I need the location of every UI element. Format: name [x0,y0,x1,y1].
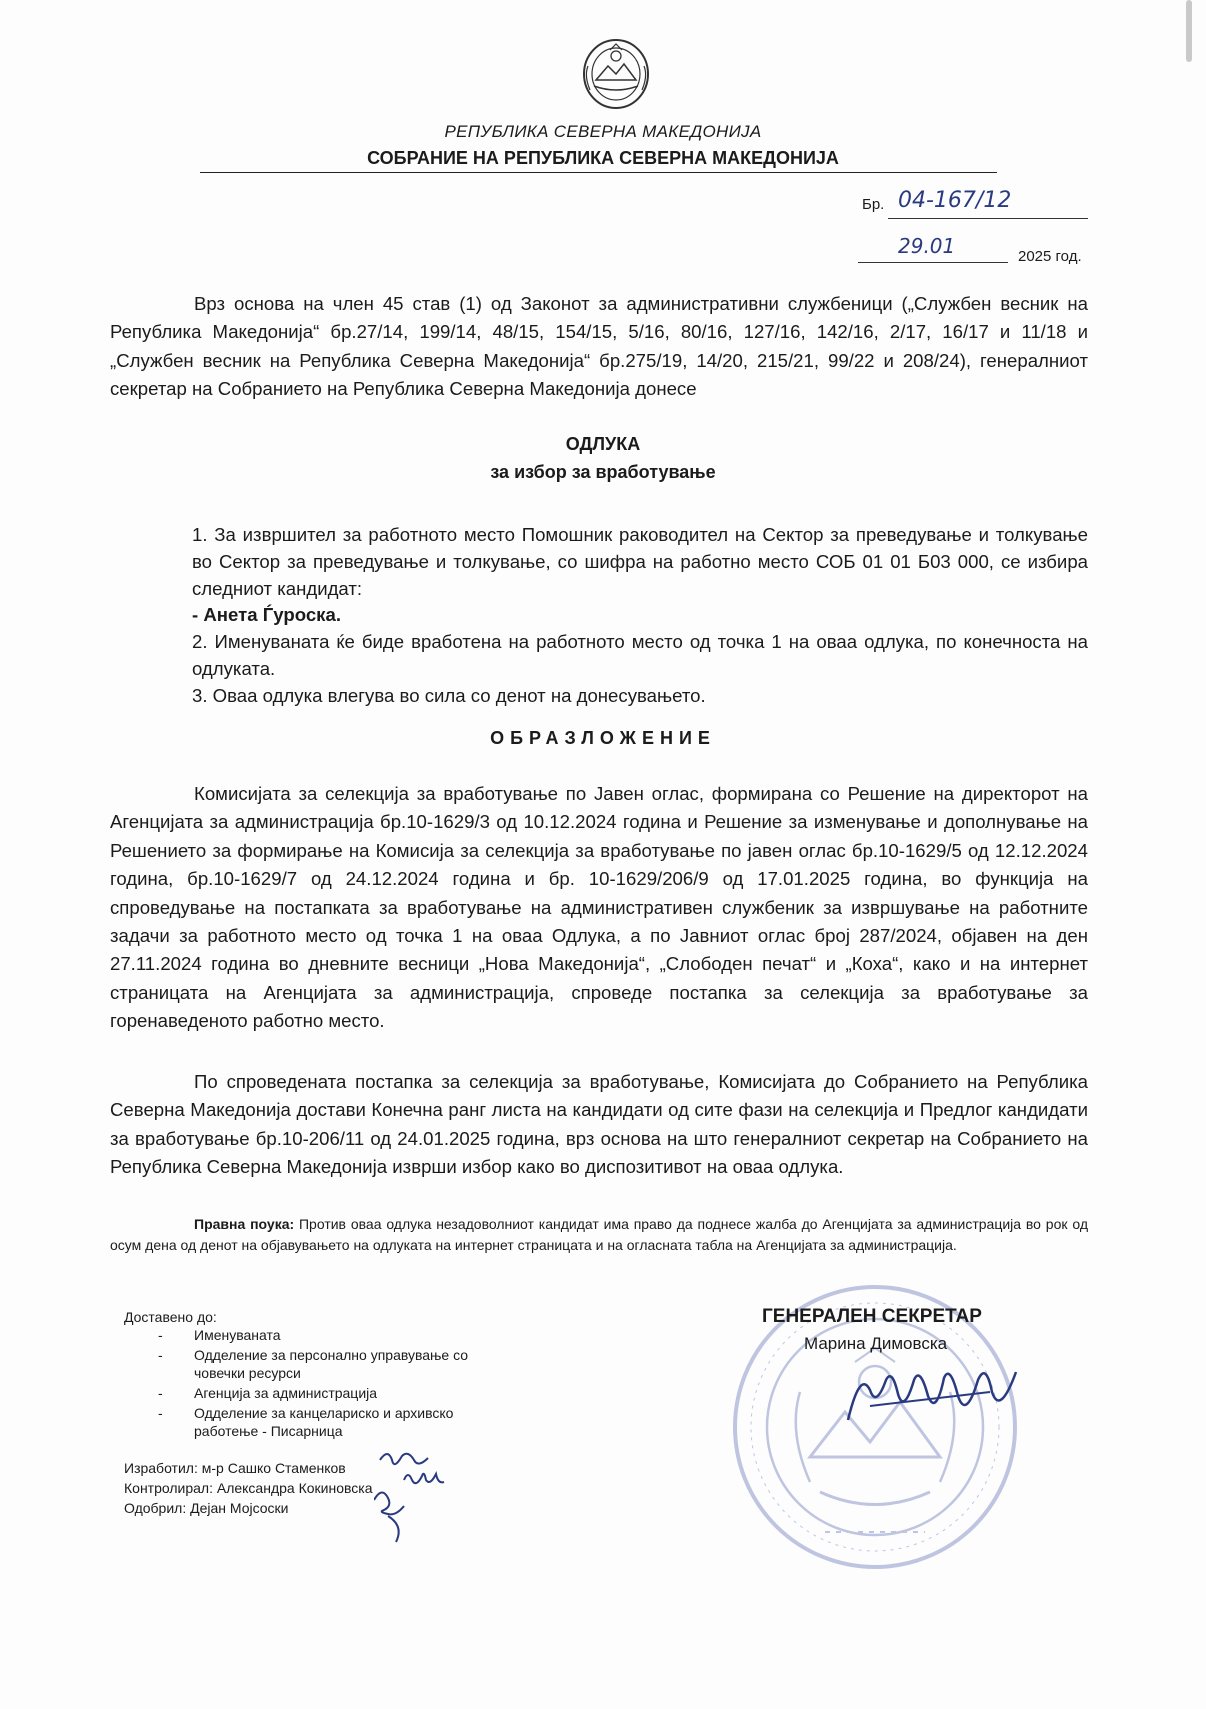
registry-number-label: Бр. [862,196,885,213]
coat-of-arms-icon [580,36,652,112]
prepared-by [124,1458,373,1518]
handwritten-signature-icon [840,1350,1030,1440]
decision-items [192,522,1088,710]
reasoning-paragraph-1: Комисијата за селекција за вработување по Јавен оглас, формирана со Решение на директорот на Агенцијата за администрација бр.10-1629/3 од 10.12.2024 година и Решение за изменување и дополнување на Решението за формирање на Комисија за селекција за вработување по јавен оглас бр.10-1629/5 од 12.12.2024 година, бр.10-1629/7 од 24.12.2024 година и бр. 10-1629/206/9 од 17.01.2025 година, во функција на спроведување на постапката за вработување на административен службеник за извршување на работните задачи за работното место од точка 1 на оваа Одлука, а по Јавниот оглас број 287/2024, објавен на ден 27.11.2024 година во дневните весници „Нова Македонија“, „Слободен печат“ и „Коха“, како и на интернет страницата на Агенцијата за администрација, спроведе постапка за селекција за вработување за горенаведеното работно место. [110,783,1088,1032]
reasoning-title: ОБРАЗЛОЖЕНИЕ [490,728,716,748]
delivered-to-item: - Одделение за канцелариско и архивско работење - Писарница [124,1404,504,1440]
republic-header: РЕПУБЛИКА СЕВЕРНА МАКЕДОНИЈА [444,122,762,141]
decision-item-2: 2. Именуваната ќе биде вработена на работното место од точка 1 на оваа одлука, по конечноста на одлуката. [192,631,1088,679]
handwritten-initials-icon [374,1446,634,1546]
legal-notice [110,1214,1088,1256]
header-divider [200,172,997,173]
registry-date-line [858,262,1008,263]
registry-number-line [888,218,1088,219]
decision-item-1: 1. За извршител за работното место Помошник раководител на Сектор за преведување и толкување во Сектор за преведување и толкување, со шифра на работно место СОБ 01 01 Б03 000, се избира следниот кандидат: [192,524,1088,599]
delivered-to [124,1308,504,1442]
reasoning-paragraph-2: По спроведената постапка за селекција за вработување, Комисијата до Собранието на Република Северна Македонија достави Конечна ранг листа на кандидати од сите фази на селекција и Предлог кандидати за вработување бр.10-206/11 од 24.01.2025 година, врз основа на што генералниот секретар на Собранието на Република Северна Македонија изврши избор како во диспозитивот на оваа одлука. [110,1071,1088,1178]
scrollbar[interactable] [1186,0,1192,62]
decision-subtitle: за избор за вработување [490,462,716,482]
selected-candidate: - Анета Ѓуроска. [192,604,341,626]
delivered-to-item: - Агенција за администрација [124,1384,504,1402]
delivered-to-label: Доставено до: [124,1309,217,1325]
registry-number-value: 04-167/12 [898,188,1012,213]
made-by: Изработил: м-р Сашко Стаменков [124,1460,346,1476]
legal-notice-text: Против оваа одлука незадоволниот кандидат има право да поднесе жалба до Агенцијата за администрација во рок од осум дена од денот на објавувањето на одлуката на интернет страницата и на огласната табла на Агенцијата за администрација. [110,1216,1088,1253]
preamble-paragraph: Врз основа на член 45 став (1) од Законот за административни службеници („Службен весник на Република Македонија“ бр.27/14, 199/14, 48/15, 154/15, 5/16, 80/16, 127/16, 142/16, 2/17, 16/17 и 11/18 и „Службен весник на Република Северна Македонија“ бр.275/19, 14/20, 215/21, 99/22 и 208/24), генералниот секретар на Собранието на Република Северна Македонија донесе [110,293,1088,400]
controlled-by: Контролирал: Александра Кокиновска [124,1480,373,1496]
registry-date-value: 29.01 [898,234,956,258]
delivered-to-item: - Именуваната [124,1326,504,1344]
decision-title: ОДЛУКА [565,434,641,454]
assembly-header: СОБРАНИЕ НА РЕПУБЛИКА СЕВЕРНА МАКЕДОНИЈА [367,148,839,168]
registry-year: 2025 год. [1018,248,1082,265]
signatory-title: ГЕНЕРАЛЕН СЕКРЕТАР [762,1306,982,1327]
signatory-name: Марина Димовска [804,1334,948,1353]
decision-item-3: 3. Оваа одлука влегува во сила со денот на донесувањето. [192,684,706,706]
approved-by: Одобрил: Дејан Мојсоски [124,1500,289,1516]
delivered-to-item: - Одделение за персонално управување со човечки ресурси [124,1346,504,1382]
legal-notice-label: Правна поука: [194,1216,295,1232]
